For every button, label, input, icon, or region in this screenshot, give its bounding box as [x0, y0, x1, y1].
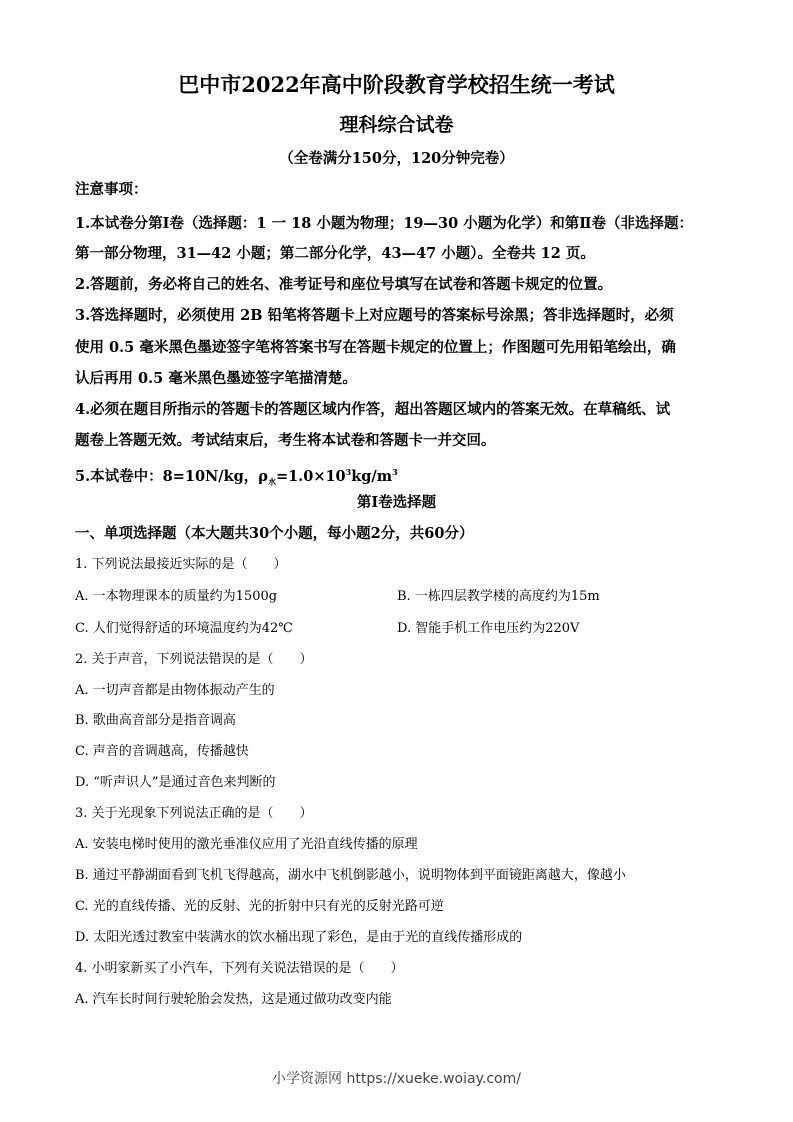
question-3-option-a: A. 安装电梯时使用的激光垂准仪应用了光沿直线传播的原理 [75, 837, 418, 852]
notice5-sup1: 3 [345, 467, 352, 477]
question-3-option-d: D. 太阳光透过教室中装满水的饮水桶出现了彩色，是由于光的直线传播形成的 [75, 930, 523, 945]
question-1-option-a: A. 一本物理课本的质量约为1500g [75, 589, 278, 604]
notice5-end: kg/m [351, 467, 393, 485]
notice-line: 认后再用 0.5 毫米黑色墨迹签字笔描清楚。 [75, 370, 357, 387]
question-1-option-c: C. 人们觉得舒适的环境温度约为42℃ [75, 621, 293, 636]
question-1-option-d: D. 智能手机工作电压约为220V [397, 621, 580, 636]
notice5-sub: 水 [267, 476, 276, 487]
notice-line: 第一部分物理，31—42 小题；第二部分化学，43—47 小题）。全卷共 12 页。 [75, 245, 595, 262]
question-2-option-b: B. 歌曲高音部分是指音调高 [75, 713, 236, 728]
question-2-option-c: C. 声音的音调越高，传播越快 [75, 744, 249, 759]
page-subtitle: 理科综合试卷 [339, 114, 454, 136]
notice-line: 1.本试卷分第Ⅰ卷（选择题：1 一 18 小题为物理；19—30 小题为化学）和第Ⅱ卷（非选择题： [75, 215, 693, 232]
notice5-mid: =1.0×10 [275, 467, 346, 485]
notice-line: 题卷上答题无效。考试结束后，考生将本试卷和答题卡一并交回。 [75, 432, 496, 449]
question-3-option-b: B. 通过平静湖面看到飞机飞得越高，湖水中飞机倒影越小，说明物体到平面镜距离越大，像越小 [75, 868, 626, 883]
question-3-stem: 3. 关于光现象下列说法正确的是（ ） [75, 806, 313, 821]
notice5-sup2: 3 [392, 467, 398, 477]
page-title: 巴中市2022年高中阶段教育学校招生统一考试 [178, 72, 615, 97]
question-1-option-b: B. 一栋四层教学楼的高度约为15m [397, 589, 600, 604]
footer-watermark: 小学资源网 https://xueke.woiay.com/ [272, 1071, 521, 1087]
question-2-option-d: D. “听声识人”是通过音色来判断的 [75, 775, 276, 790]
score-note: （全卷满分150分，120分钟完卷） [279, 150, 514, 167]
question-1-stem: 1. 下列说法最接近实际的是（ ） [75, 557, 287, 572]
notice-line-5 [75, 464, 398, 490]
notice-line: 3.答选择题时，必须使用 2B 铅笔将答题卡上对应题号的答案标号涂黑；答非选择题时，必须 [75, 307, 674, 324]
question-2-stem: 2. 关于声音，下列说法错误的是（ ） [75, 652, 313, 667]
notice-line: 2.答题前，务必将自己的姓名、准考证号和座位号填写在试卷和答题卡规定的位置。 [75, 276, 613, 293]
notice-line: 4.必须在题目所指示的答题卡的答题区域内作答，超出答题区域内的答案无效。在草稿纸、试 [75, 401, 671, 418]
part-heading: 第Ⅰ卷选择题 [356, 494, 437, 511]
question-3-option-c: C. 光的直线传播、光的反射、光的折射中只有光的反射光路可逆 [75, 899, 444, 914]
notice-line: 使用 0.5 毫米黑色墨迹签字笔将答案书写在答题卡规定的位置上；作图题可先用铅笔绘出，确 [75, 339, 676, 356]
question-2-option-a: A. 一切声音都是由物体振动产生的 [75, 683, 275, 698]
notice5-prefix: 5.本试卷中：8=10N/kg，ρ [75, 467, 268, 485]
question-4-stem: 4. 小明家新买了小汽车，下列有关说法错误的是（ ） [75, 961, 404, 976]
section-heading: 一、单项选择题（本大题共30个小题，每小题2分，共60分） [75, 525, 474, 542]
notice-heading: 注意事项： [75, 181, 148, 198]
question-4-option-a: A. 汽车长时间行驶轮胎会发热，这是通过做功改变内能 [75, 992, 392, 1007]
